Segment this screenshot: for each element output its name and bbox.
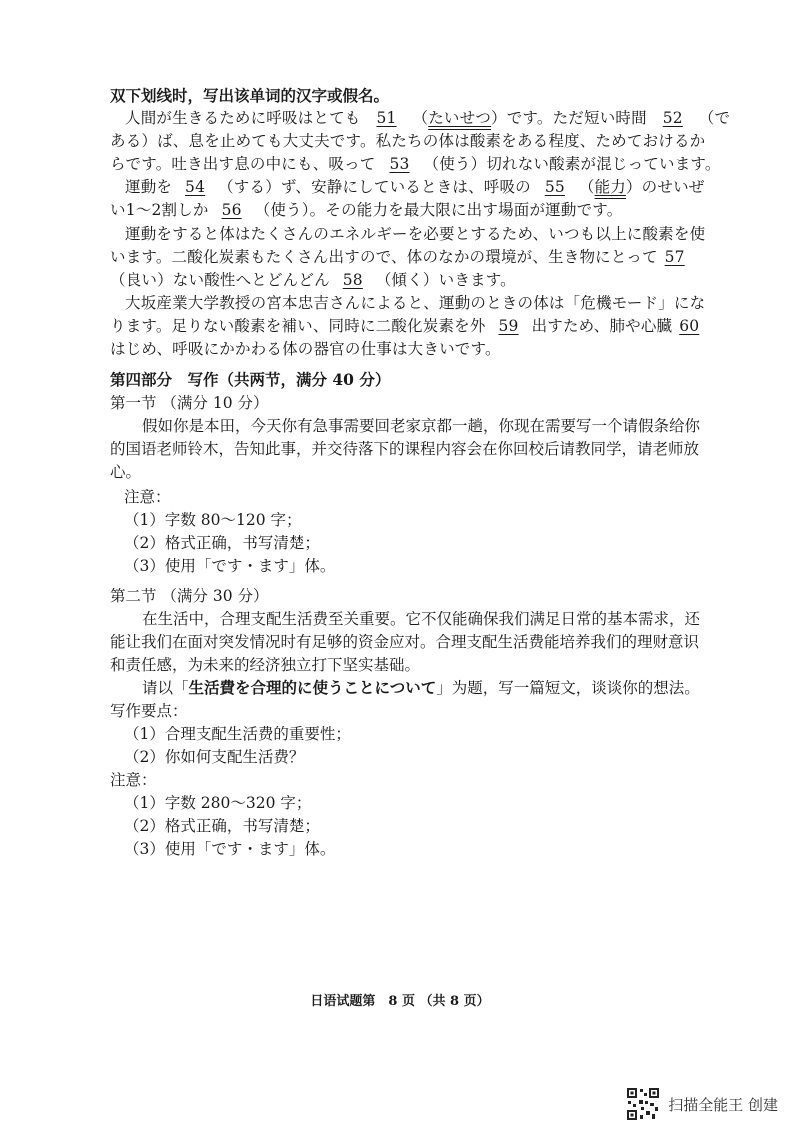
passage-line-10: [110, 316, 706, 336]
blank-59: 59: [498, 317, 519, 335]
section2-note-1: [124, 793, 311, 813]
text: 第二节 （满分 30 分）: [110, 587, 269, 605]
text: ある）ば、息を止めても大丈夫です。私たちの体は酸素をある程度、ためておけるか: [110, 132, 706, 150]
text: （で: [698, 109, 731, 127]
section2-note-3: [124, 839, 335, 859]
passage-line-8: [110, 270, 516, 290]
text: 人間が生きるために呼吸はとても: [125, 109, 361, 127]
section1-note-2: [124, 533, 320, 553]
text: （2）你如何支配生活费？: [124, 748, 305, 766]
text: 第一节 （满分 10 分）: [110, 394, 269, 412]
text: 注意：: [110, 771, 157, 789]
section2-title: [110, 586, 269, 606]
text: （1）字数 80～120 字；: [124, 511, 302, 529]
section1-prompt-line-2: [110, 439, 699, 459]
blank-54: 54: [185, 178, 206, 196]
section2-note-label: [110, 770, 157, 790]
scanner-watermark: [626, 1087, 778, 1121]
page-footer: [0, 990, 800, 1009]
instruction-text: 双下划线时，写出该单词的汉字或假名。: [110, 86, 390, 105]
passage-line-6: [125, 224, 705, 244]
blank-55: 55: [544, 178, 565, 196]
section1-prompt-line-3: [110, 462, 141, 482]
passage-line-2: [110, 131, 705, 151]
text: （1）合理支配生活费的重要性；: [124, 725, 351, 743]
text: 在生活中，合理支配生活费至关重要。它不仅能确保我们满足日常的基本需求，还: [142, 610, 701, 628]
heading-text: 第四部分 写作（共两节，满分 40 分）: [110, 370, 391, 389]
text: ）です。ただ短い時間: [491, 109, 647, 127]
text: 」为题，写一篇短文，谈谈你的想法。: [436, 679, 700, 697]
text: 假如你是本田，今天你有急事需要回老家京都一趟，你现在需要写一个请假条给你: [142, 417, 701, 435]
section1-note-label: [124, 487, 171, 507]
passage-line-11: [110, 339, 501, 359]
text: 出すため、肺や心臓: [531, 317, 673, 335]
blank-51: 51: [376, 109, 397, 127]
passage-line-9: [125, 293, 705, 313]
text: （使う）。その能力を最大限に出す場面が運動です。: [254, 201, 623, 219]
blank-56: 56: [221, 201, 242, 219]
text: ）のせいぜ: [625, 178, 705, 196]
text: （2）格式正确，书写清楚；: [124, 817, 320, 835]
text: 運動を: [125, 178, 173, 196]
text: （: [578, 178, 595, 196]
text: （する）ず、安静にしているときは、呼吸の: [218, 178, 531, 196]
text: 和责任感，为未来的经济独立打下坚实基础。: [110, 656, 421, 674]
text: 心。: [110, 463, 142, 481]
text: （傾く）いきます。: [375, 271, 516, 289]
double-underlined-word: たいせつ: [428, 109, 492, 127]
text: います。二酸化炭素もたくさん出すので、体のなかの環境が、生き物にとって: [110, 248, 658, 266]
passage-line-1: [125, 108, 730, 128]
section2-requirements-label: [110, 701, 188, 721]
text: 请以「: [142, 679, 189, 697]
section2-requirement-1: [124, 724, 351, 744]
text: はじめ、呼吸にかかわる体の器官の仕事は大きいです。: [110, 340, 501, 358]
blank-58: 58: [342, 271, 363, 289]
section2-prompt-line-2: [110, 632, 699, 652]
instruction-line: [110, 86, 389, 106]
text: ります。足りない酸素を補い、同時に二酸化炭素を外: [110, 317, 486, 335]
section1-prompt-line-1: [142, 416, 700, 436]
section2-note-2: [124, 816, 320, 836]
footer-text: 日语试题第 8 页 （共 8 页）: [310, 994, 490, 1009]
essay-title: 生活費を合理的に使うことについて: [188, 678, 437, 697]
text: 的国语老师铃木，告知此事，并交待落下的课程内容会在你回校后请教同学，请老师放: [110, 440, 700, 458]
text: （3）使用「です・ます」体。: [124, 557, 336, 575]
blank-53: 53: [389, 155, 410, 173]
section1-title: [110, 393, 269, 413]
section2-prompt-line-3: [110, 655, 420, 675]
passage-line-3: [110, 154, 721, 174]
watermark-text: 扫描全能王 创建: [668, 1095, 778, 1114]
text: （良い）ない酸性へとどんどん: [110, 271, 330, 289]
passage-line-7: [110, 247, 692, 267]
text: （1）字数 280～320 字；: [124, 794, 312, 812]
blank-60: 60: [679, 317, 700, 335]
section2-requirement-2: [124, 747, 304, 767]
text: 写作要点：: [110, 702, 188, 720]
text: （使う）切れない酸素が混じっています。: [423, 155, 721, 173]
section2-topic-line: [142, 678, 700, 698]
text: 能让我们在面对突发情况时有足够的资金应对。合理支配生活费能培养我们的理财意识: [110, 633, 700, 651]
text: い1～2割しか: [110, 201, 209, 219]
text: （2）格式正确，书写清楚；: [124, 534, 320, 552]
text: 大坂産業大学教授の宮本忠吉さんによると、運動のときの体は「危機モード」にな: [125, 294, 706, 312]
blank-57: 57: [664, 248, 685, 266]
qr-code-icon: [626, 1087, 660, 1121]
part4-heading: [110, 370, 390, 390]
text: らです。吐き出す息の中にも、吸って: [110, 155, 376, 173]
section1-note-3: [124, 556, 335, 576]
passage-line-5: [110, 200, 622, 220]
blank-52: 52: [662, 109, 683, 127]
text: 運動をすると体はたくさんのエネルギーを必要とするため、いつも以上に酸素を使: [125, 225, 706, 243]
section2-prompt-line-1: [142, 609, 700, 629]
passage-line-4: [125, 177, 705, 197]
text: 注意：: [124, 488, 171, 506]
double-underlined-word: 能力: [594, 178, 626, 196]
text: （: [412, 109, 429, 127]
text: （3）使用「です・ます」体。: [124, 840, 336, 858]
section1-note-1: [124, 510, 302, 530]
